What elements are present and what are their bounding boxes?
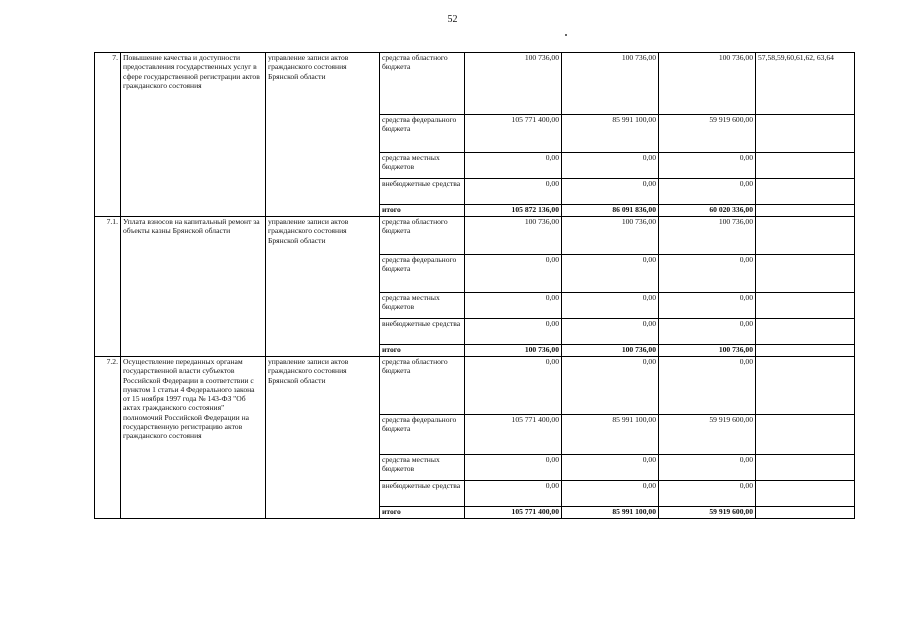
measure-name: Повышение качества и доступности предоставления государственных услуг в сфере государственной регистрации актов гражданского состояния — [121, 53, 266, 217]
responsible-executor: управление записи актов гражданского состояния Брянской области — [266, 53, 380, 217]
funding-source: итого — [380, 345, 465, 357]
amount-y1: 0,00 — [465, 481, 562, 507]
funding-source: средства федерального бюджета — [380, 255, 465, 293]
responsible-executor: управление записи актов гражданского состояния Брянской области — [266, 217, 380, 357]
indicator-empty-cell — [756, 293, 855, 319]
indicator-empty-cell — [756, 415, 855, 455]
amount-y3: 60 020 336,00 — [659, 205, 756, 217]
amount-y2: 0,00 — [562, 357, 659, 415]
amount-y1: 0,00 — [465, 153, 562, 179]
funding-source: средства местных бюджетов — [380, 455, 465, 481]
amount-y3: 0,00 — [659, 319, 756, 345]
amount-y1: 0,00 — [465, 293, 562, 319]
amount-y3: 59 919 600,00 — [659, 115, 756, 153]
source-row — [95, 53, 855, 115]
funding-source: средства областного бюджета — [380, 53, 465, 115]
funding-source: средства областного бюджета — [380, 217, 465, 255]
indicator-empty-cell — [756, 115, 855, 153]
indicator-empty-cell — [756, 179, 855, 205]
amount-y2: 100 736,00 — [562, 217, 659, 255]
funding-source: средства областного бюджета — [380, 357, 465, 415]
amount-y1: 105 771 400,00 — [465, 507, 562, 519]
funding-source: средства местных бюджетов — [380, 293, 465, 319]
amount-y2: 85 991 100,00 — [562, 115, 659, 153]
item-number: 7.2. — [95, 357, 121, 519]
amount-y3: 0,00 — [659, 255, 756, 293]
funding-source: средства федерального бюджета — [380, 415, 465, 455]
amount-y1: 100 736,00 — [465, 53, 562, 115]
funding-source: итого — [380, 507, 465, 519]
amount-y1: 100 736,00 — [465, 217, 562, 255]
source-row — [95, 357, 855, 415]
amount-y3: 0,00 — [659, 153, 756, 179]
amount-y1: 0,00 — [465, 455, 562, 481]
indicator-empty-cell — [756, 345, 855, 357]
indicator-empty-cell — [756, 319, 855, 345]
funding-source: итого — [380, 205, 465, 217]
item-number: 7. — [95, 53, 121, 217]
amount-y1: 100 736,00 — [465, 345, 562, 357]
amount-y1: 0,00 — [465, 179, 562, 205]
amount-y3: 0,00 — [659, 179, 756, 205]
amount-y2: 0,00 — [562, 179, 659, 205]
measure-name: Осуществление переданных органам государственной власти субъектов Российской Федерации в соответствии с пунктом 1 статьи 4 Федерального закона от 15 ноября 1997 года № 143-ФЗ "Об актах гражданского состояния" полномочий Российской Федерации на государственную регистрацию актов гражданского состояния — [121, 357, 266, 519]
indicator-empty-cell — [756, 153, 855, 179]
amount-y1: 0,00 — [465, 255, 562, 293]
indicator-empty-cell — [756, 481, 855, 507]
amount-y2: 86 091 836,00 — [562, 205, 659, 217]
indicator-empty-cell — [756, 507, 855, 519]
page-number: 52 — [447, 14, 458, 25]
indicator-empty-cell — [756, 255, 855, 293]
amount-y3: 0,00 — [659, 357, 756, 415]
indicator-numbers — [756, 217, 855, 255]
funding-source: средства федерального бюджета — [380, 115, 465, 153]
source-row — [95, 217, 855, 255]
amount-y1: 0,00 — [465, 357, 562, 415]
amount-y3: 0,00 — [659, 455, 756, 481]
funding-source: средства местных бюджетов — [380, 153, 465, 179]
amount-y3: 59 919 600,00 — [659, 415, 756, 455]
amount-y2: 100 736,00 — [562, 345, 659, 357]
amount-y3: 100 736,00 — [659, 217, 756, 255]
amount-y3: 100 736,00 — [659, 345, 756, 357]
amount-y2: 100 736,00 — [562, 53, 659, 115]
amount-y2: 0,00 — [562, 455, 659, 481]
measure-name: Уплата взносов на капитальный ремонт за объекты казны Брянской области — [121, 217, 266, 357]
indicator-empty-cell — [756, 205, 855, 217]
budget-table — [94, 52, 855, 519]
indicator-numbers: 57,58,59,60,61,62, 63,64 — [756, 53, 855, 115]
amount-y2: 0,00 — [562, 293, 659, 319]
amount-y1: 105 872 136,00 — [465, 205, 562, 217]
funding-source: внебюджетные средства — [380, 319, 465, 345]
indicator-empty-cell — [756, 455, 855, 481]
amount-y3: 59 919 600,00 — [659, 507, 756, 519]
amount-y3: 0,00 — [659, 293, 756, 319]
amount-y3: 100 736,00 — [659, 53, 756, 115]
amount-y1: 105 771 400,00 — [465, 415, 562, 455]
amount-y1: 105 771 400,00 — [465, 115, 562, 153]
amount-y2: 85 991 100,00 — [562, 507, 659, 519]
amount-y2: 0,00 — [562, 319, 659, 345]
indicator-numbers — [756, 357, 855, 415]
funding-source: внебюджетные средства — [380, 481, 465, 507]
amount-y1: 0,00 — [465, 319, 562, 345]
amount-y2: 0,00 — [562, 481, 659, 507]
item-number: 7.1. — [95, 217, 121, 357]
scan-speck — [565, 34, 567, 36]
amount-y2: 85 991 100,00 — [562, 415, 659, 455]
amount-y2: 0,00 — [562, 153, 659, 179]
amount-y2: 0,00 — [562, 255, 659, 293]
funding-source: внебюджетные средства — [380, 179, 465, 205]
amount-y3: 0,00 — [659, 481, 756, 507]
responsible-executor: управление записи актов гражданского состояния Брянской области — [266, 357, 380, 519]
